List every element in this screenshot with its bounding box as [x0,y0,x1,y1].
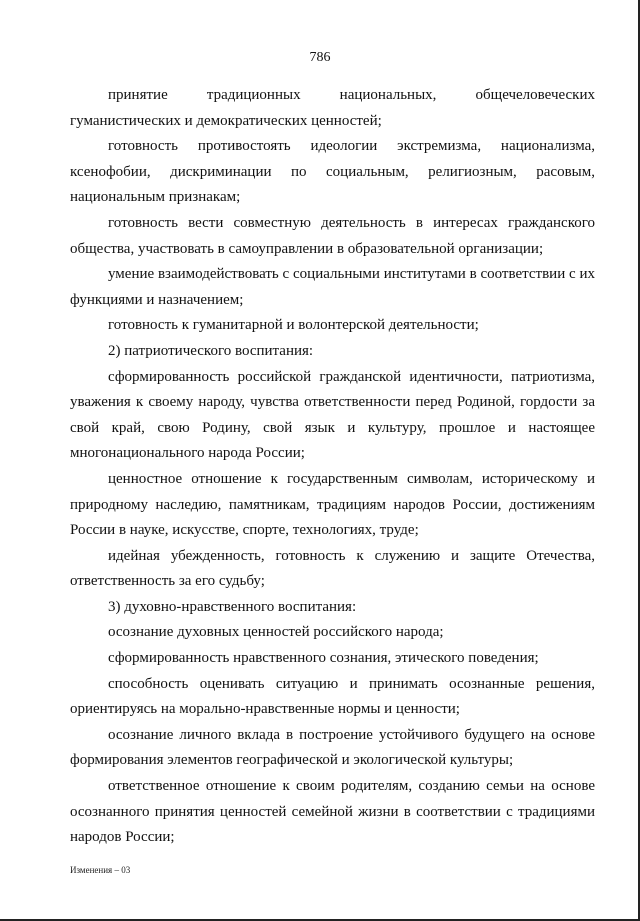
section-heading: 3) духовно-нравственного воспитания: [108,598,357,615]
paragraph: сформированность нравственного сознания, этического поведения; [108,650,539,667]
paragraph: способность оценивать ситуацию и принимать осознанные решения, ориентируясь на морально-нравственные нормы и ценности; [70,675,595,718]
paragraph: ценностное отношение к государственным символам, историческому и природному наследию, памятникам, традициям народов России, достижениям России в науке, искусстве, спорте, технологиях, труде; [70,470,595,539]
paragraph: умение взаимодействовать с социальными институтами в соответствии с их функциями и назначением; [70,266,595,308]
paragraph: сформированность российской гражданской идентичности, патриотизма, уважения к своему народу, чувства ответственности перед Родиной, гордости за свой край, свою Родину, свой язык и культуру, прошлое и настоящее многонационального народа России; [70,368,595,462]
paragraph: ответственное отношение к своим родителям, созданию семьи на основе осознанного принятия ценностей семейной жизни в соответствии с традициями народов России; [70,778,595,846]
footer-revision: Изменения – 03 [70,865,131,875]
paragraph: принятие традиционных национальных, общечеловеческих гуманистических и демократических ценностей; [70,87,595,129]
paragraph: осознание духовных ценностей российского народа; [108,624,444,641]
paragraph: осознание личного вклада в построение устойчивого будущего на основе формирования элементов географической и экологической культуры; [70,726,595,769]
paragraph: готовность противостоять идеологии экстремизма, национализма, ксенофобии, дискриминации по социальным, религиозным, расовым, национальным признакам; [70,138,595,206]
paragraph: готовность вести совместную деятельность в интересах гражданского общества, участвовать в самоуправлении в образовательной организации; [70,214,595,257]
paragraph: идейная убежденность, готовность к служению и защите Отечества, ответственность за его судьбу; [70,547,595,590]
page-number: 786 [309,50,331,65]
page-body [70,83,595,851]
section-heading: 2) патриотического воспитания: [108,342,314,359]
paragraph: готовность к гуманитарной и волонтерской деятельности; [108,317,479,334]
